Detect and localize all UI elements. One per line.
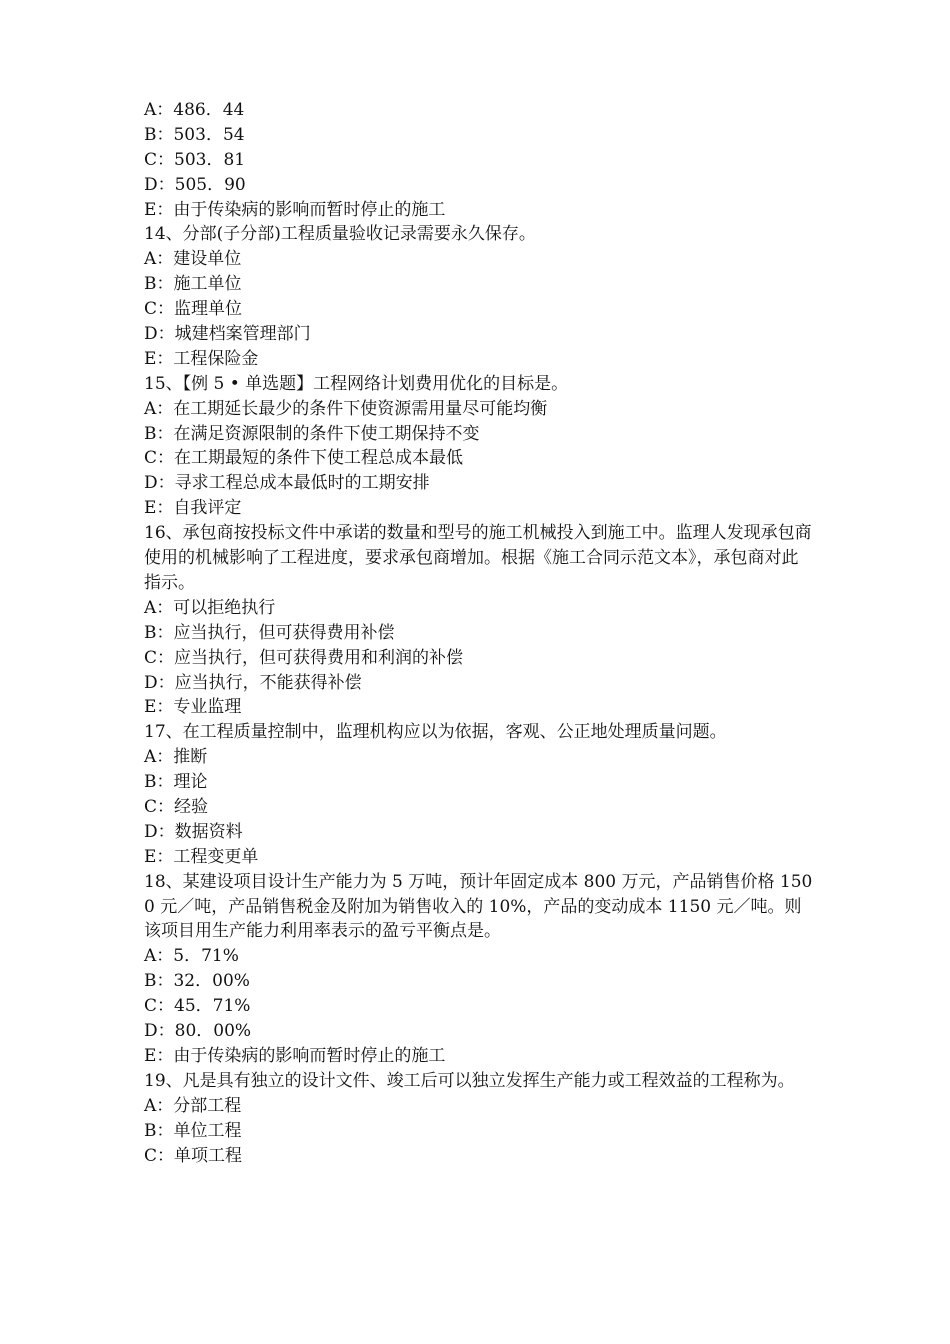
option-text: C：应当执行，但可获得费用和利润的补偿: [144, 647, 464, 668]
document-page: [144, 98, 814, 1168]
option-text: A：可以拒绝执行: [144, 597, 276, 618]
option-text: D：寻求工程总成本最低时的工期安排: [144, 473, 430, 494]
option-text: D：80．00%: [144, 1021, 252, 1042]
option-text: B：单位工程: [144, 1120, 242, 1141]
option-text: E：自我评定: [144, 498, 242, 519]
question-text: 16、承包商按投标文件中承诺的数量和型号的施工机械投入到施工中。监理人发现承包商使用的机械影响了工程进度，要求承包商增加。根据《施工合同示范文本》，承包商对此指示。: [144, 523, 812, 593]
option-text: C：45．71%: [144, 996, 251, 1017]
option-text: B：理论: [144, 772, 208, 793]
option-text: C：监理单位: [144, 299, 243, 320]
option-text: A：推断: [144, 747, 208, 768]
option-text: E：工程保险金: [144, 348, 259, 369]
option-text: B：503．54: [144, 124, 245, 145]
question-text: 19、凡是具有独立的设计文件、竣工后可以独立发挥生产能力或工程效益的工程称为。: [144, 1070, 795, 1091]
option-text: C：在工期最短的条件下使工程总成本最低: [144, 448, 464, 469]
option-text: C：503．81: [144, 149, 246, 170]
option-text: B：应当执行，但可获得费用补偿: [144, 622, 395, 643]
option-text: E：工程变更单: [144, 846, 259, 867]
question-text: 17、在工程质量控制中，监理机构应以为依据，客观、公正地处理质量问题。: [144, 722, 727, 743]
option-text: C：单项工程: [144, 1145, 243, 1166]
question-text: 14、分部(子分部)工程质量验收记录需要永久保存。: [144, 224, 536, 245]
question-text: 15、【例 5 • 单选题】工程网络计划费用优化的目标是。: [144, 373, 569, 394]
option-text: A：分部工程: [144, 1095, 242, 1116]
option-text: C：经验: [144, 796, 209, 817]
option-text: A：486．44: [144, 100, 245, 120]
option-text: E：由于传染病的影响而暂时停止的施工: [144, 199, 446, 220]
option-text: D：应当执行，不能获得补偿: [144, 672, 362, 693]
option-text: A：5．71%: [144, 946, 239, 967]
question-text: 18、某建设项目设计生产能力为 5 万吨，预计年固定成本 800 万元，产品销售价格 1500 元／吨，产品销售税金及附加为销售收入的 10%，产品的变动成本 1150 元／吨。则该项目用生产能力利用率表示的盈亏平衡点是。: [144, 871, 813, 942]
option-text: B：在满足资源限制的条件下使工期保持不变: [144, 423, 480, 444]
option-text: D：城建档案管理部门: [144, 324, 311, 345]
option-text: D：数据资料: [144, 821, 243, 842]
option-text: A：在工期延长最少的条件下使资源需用量尽可能均衡: [144, 398, 548, 419]
option-text: E：由于传染病的影响而暂时停止的施工: [144, 1045, 446, 1066]
option-text: D：505．90: [144, 174, 246, 195]
option-text: A：建设单位: [144, 249, 242, 270]
option-text: B：施工单位: [144, 274, 242, 295]
option-text: B：32．00%: [144, 971, 250, 992]
option-text: E：专业监理: [144, 697, 242, 718]
